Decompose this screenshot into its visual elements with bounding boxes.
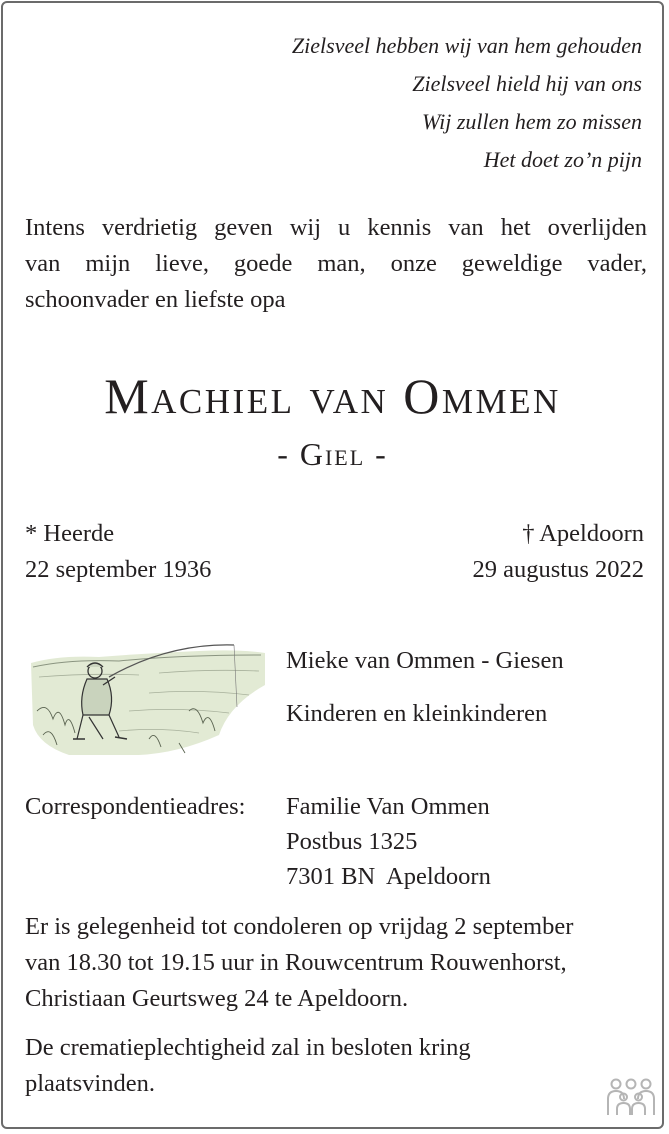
condolence-line: van 18.30 tot 19.15 uur in Rouwcentrum Rouwenhorst, <box>25 949 567 976</box>
address-line: Familie Van Ommen <box>286 793 490 820</box>
birth-date: 22 september 1936 <box>25 556 212 583</box>
poem <box>292 27 642 179</box>
cremation-line: De crematieplechtigheid zal in besloten kring <box>25 1034 471 1061</box>
correspondence-label: Correspondentieadres: <box>25 793 246 820</box>
condolence-line: Christiaan Geurtsweg 24 te Apeldoorn. <box>25 985 409 1012</box>
condolence-line: Er is gelegenheid tot condoleren op vrijdag 2 september <box>25 913 574 940</box>
intro-text <box>25 210 647 318</box>
deceased-name: Machiel van Ommen <box>104 368 561 424</box>
deceased-nickname: - Giel - <box>277 436 388 472</box>
death-date: 29 augustus 2022 <box>472 556 644 583</box>
family-block <box>286 643 564 732</box>
address-line: 7301 BN Apeldoorn <box>286 863 491 890</box>
death-place: † Apeldoorn <box>522 520 644 547</box>
death-info <box>473 516 645 588</box>
poem-line: Wij zullen hem zo missen <box>422 109 642 134</box>
intro-line: van mijn lieve, goede man, onze geweldige vader, <box>25 250 647 277</box>
intro-line: schoonvader en liefste opa <box>25 286 286 313</box>
intro-line: Intens verdrietig geven wij u kennis van het overlijden <box>25 214 647 241</box>
cremation-line: plaatsvinden. <box>25 1070 155 1097</box>
correspondence-address <box>286 789 491 894</box>
birth-place: * Heerde <box>25 520 115 547</box>
cremation-text <box>25 1030 647 1102</box>
condolence-text <box>25 909 647 1017</box>
fisherman-illustration <box>29 615 267 757</box>
spouse-name: Mieke van Ommen - Giesen <box>286 647 564 674</box>
address-line: Postbus 1325 <box>286 828 418 855</box>
children-line: Kinderen en kleinkinderen <box>286 700 548 727</box>
poem-line: Zielsveel hebben wij van hem gehouden <box>291 33 642 58</box>
obituary-card <box>1 1 664 1129</box>
poem-line: Het doet zo’n pijn <box>483 147 642 172</box>
birth-info <box>25 516 211 588</box>
poem-line: Zielsveel hield hij van ons <box>412 71 642 96</box>
family-icon <box>604 1077 658 1117</box>
